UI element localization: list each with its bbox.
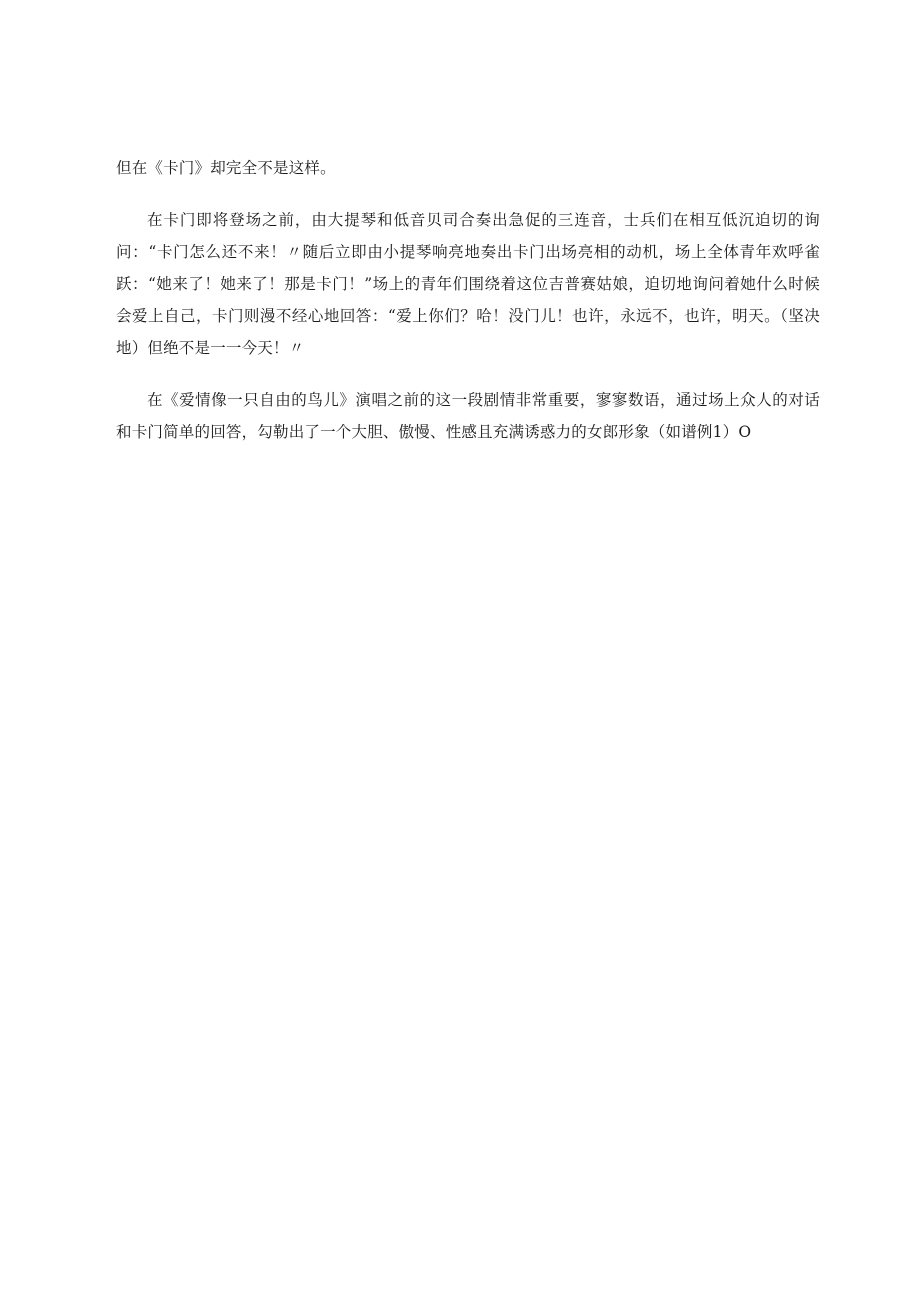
paragraph-bird-aria: 在《爱情像一只自由的鸟儿》演唱之前的这一段剧情非常重要，寥寥数语，通过场上众人的对话和卡门简单的回答，勾勒出了一个大胆、傲慢、性感且充满诱惑力的女郎形象（如谱例1）O bbox=[116, 391, 820, 441]
paragraph-carmen-entrance: 在卡门即将登场之前，由大提琴和低音贝司合奏出急促的三连音，士兵们在相互低沉迫切的询问：“卡门怎么还不来！〃随后立即由小提琴响亮地奏出卡门出场亮相的动机，场上全体青年欢呼雀跃：“她来了！她来了！那是卡门！”场上的青年们围绕着这位吉普赛姑娘，迫切地询问着她什么时候会爱上自己，卡门则漫不经心地回答：“爱上你们？哈！没门儿！也许，永远不，也许，明天。（坚决地）但绝不是一一今天！〃 bbox=[116, 211, 820, 357]
paragraph-spacer bbox=[116, 364, 820, 384]
document-body bbox=[116, 152, 820, 448]
paragraph-spacer bbox=[116, 184, 820, 204]
paragraph-opening: 但在《卡门》却完全不是这样。 bbox=[116, 159, 336, 177]
